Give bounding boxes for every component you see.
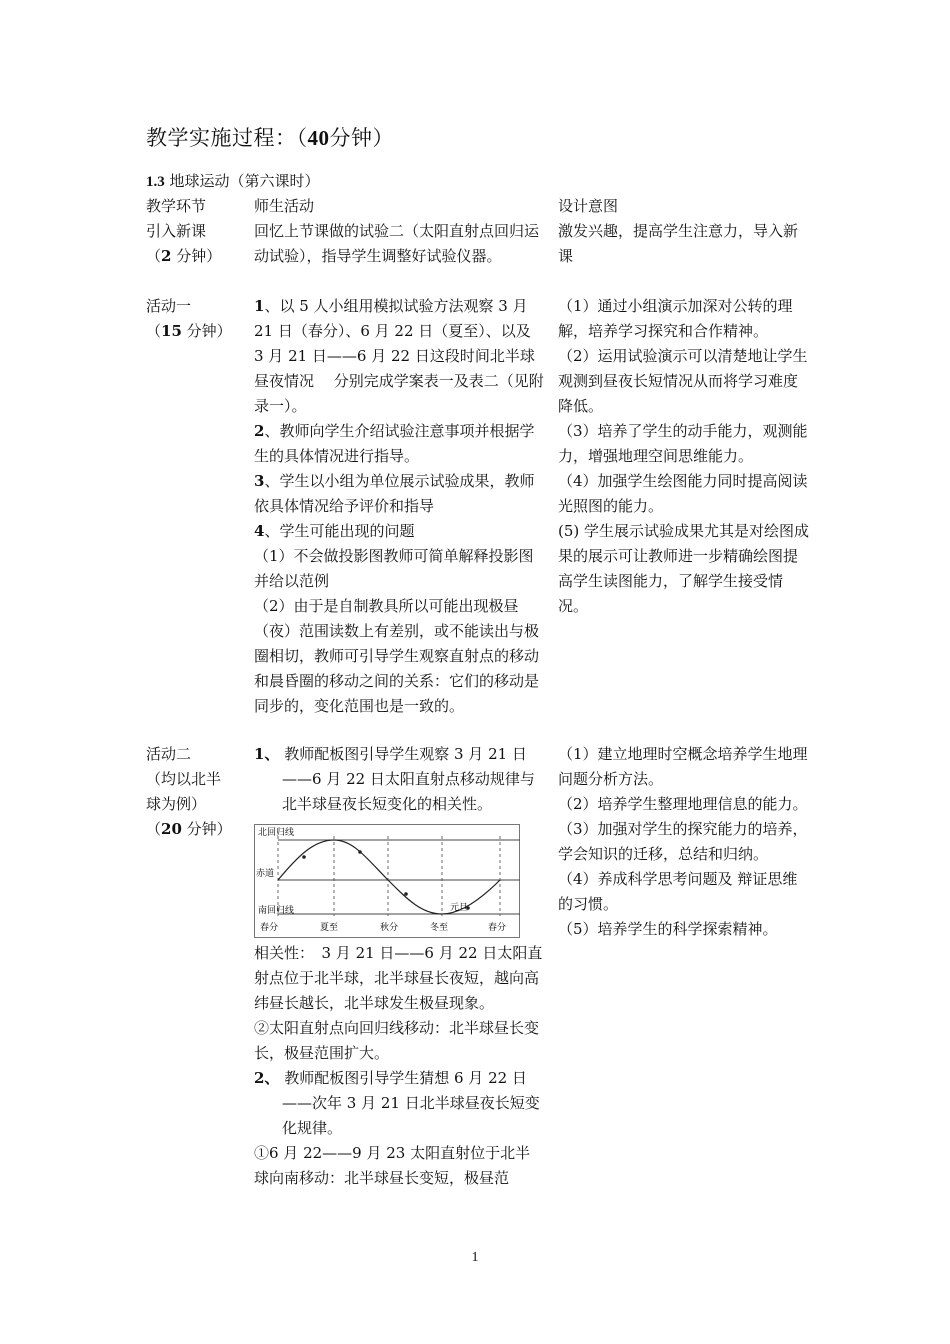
activity-item: 2、 教师配板图引导学生猜想 6 月 22 日——次年 3 月 21 日北半球昼夜长短变化规律。 <box>254 1069 540 1137</box>
row2-activity <box>254 294 544 719</box>
stage-time: （15 分钟） <box>146 322 232 340</box>
label-new-year: 元旦 <box>450 903 469 913</box>
label-summer-solstice: 夏至 <box>320 923 339 933</box>
activity-item: （2）由于是自制教具所以可能出现极昼（夜）范围读数上有差别，或不能读出与极圈相切，教师可引导学生观察直射点的移动和晨昏圈的移动之间的关系：它们的移动是同步的，变化范围也是一致的。 <box>254 597 540 715</box>
title-minutes: 40 <box>307 126 330 150</box>
intent-item: （4）加强学生绘图能力同时提高阅读光照图的能力。 <box>558 472 808 515</box>
intent-text: 激发兴趣，提高学生注意力，导入新课 <box>558 222 799 265</box>
stage-note: （均以北半 <box>146 770 222 788</box>
row3-intent <box>558 742 810 942</box>
stage-time: （2 分钟） <box>146 247 222 265</box>
row1-activity <box>254 219 544 269</box>
stage-time: （20 分钟） <box>146 820 232 838</box>
activity-item: 3、学生以小组为单位展示试验成果，教师依具体情况给予评价和指导 <box>254 472 535 515</box>
activity-item: 4、学生可能出现的问题 <box>254 522 415 540</box>
intent-item: （1）建立地理时空概念培养学生地理问题分析方法。 <box>558 745 808 788</box>
lesson-subtitle <box>146 170 320 191</box>
label-equator: 赤道 <box>256 869 275 879</box>
activity-item: 1、 教师配板图引导学生观察 3 月 21 日——6 月 22 日太阳直射点移动规律与北半球昼夜长短变化的相关性。 <box>254 745 535 813</box>
activity-item: 1、以 5 人小组用模拟试验方法观察 3 月 21 日（春分）、6 月 22 日（夏至）、以及 3 月 21 日——6 月 22 日这段时间北半球昼夜情况 分别完成学案表一及表二（见附录一）。 <box>254 297 544 415</box>
row3-activity <box>254 742 544 1191</box>
intent-item: （5）培养学生的科学探索精神。 <box>558 920 778 938</box>
label-autumn-equinox: 秋分 <box>380 923 399 933</box>
intent-item: （1）通过小组演示加深对公转的理解，培养学习探究和合作精神。 <box>558 297 793 340</box>
intent-item: (5) 学生展示试验成果尤其是对绘图成果的展示可让教师进一步精确绘图提高学生读图能力，了解学生接受情况。 <box>558 522 810 615</box>
label-spring-equinox-2: 春分 <box>488 923 507 933</box>
intent-item: （3）培养了学生的动手能力，观测能力，增强地理空间思维能力。 <box>558 422 808 465</box>
stage-note: 球为例） <box>146 795 207 813</box>
label-tropic-north: 北回归线 <box>258 828 295 838</box>
intent-item: （2）运用试验演示可以清楚地让学生观测到昼夜长短情况从而将学习难度降低。 <box>558 347 808 415</box>
title-prefix: 教学实施过程：（ <box>146 126 308 150</box>
activity-correlation: 相关性： 3 月 21 日——6 月 22 日太阳直射点位于北半球，北半球昼长夜短，越向高纬昼长越长，北半球发生极昼现象。 <box>254 944 543 1012</box>
label-spring-equinox: 春分 <box>260 923 279 933</box>
activity-item: ①6 月 22——9 月 23 太阳直射位于北半球向南移动：北半球昼长变短，极昼范 <box>254 1144 531 1187</box>
intent-item: （2）培养学生整理地理信息的能力。 <box>558 795 808 813</box>
subtitle-text: 地球运动（第六课时） <box>164 172 320 190</box>
stage-name: 活动一 <box>146 297 192 315</box>
row2-intent <box>558 294 810 619</box>
header-activity: 师生活动 <box>254 197 315 215</box>
label-tropic-south: 南回归线 <box>258 906 295 916</box>
activity-correlation-2: ②太阳直射点向回归线移动：北半球昼长变长，极昼范围扩大。 <box>254 1019 540 1062</box>
stage-name: 引入新课 <box>146 222 207 240</box>
page-number: 1 <box>471 1250 479 1265</box>
intent-item: （3）加强对学生的探究能力的培养，学会知识的迁移，总结和归纳。 <box>558 820 808 863</box>
label-winter-solstice: 冬至 <box>430 923 449 933</box>
title-suffix: 分钟） <box>329 126 394 150</box>
page-title <box>146 122 394 152</box>
activity-item: 2、教师向学生介绍试验注意事项并根据学生的具体情况进行指导。 <box>254 422 535 465</box>
subtitle-number: 1.3 <box>146 174 165 190</box>
row1-stage <box>146 219 250 269</box>
header-intent: 设计意图 <box>558 197 619 215</box>
stage-name: 活动二 <box>146 745 192 763</box>
row2-stage <box>146 294 250 344</box>
header-stage: 教学环节 <box>146 197 207 215</box>
row1-intent <box>558 219 810 269</box>
activity-text: 回忆上节课做的试验二（太阳直射点回归运动试验），指导学生调整好试验仪器。 <box>254 222 540 265</box>
row3-stage <box>146 742 250 842</box>
subsolar-point-diagram <box>254 824 520 938</box>
activity-item: （1）不会做投影图教师可简单解释投影图并给以范例 <box>254 547 534 590</box>
intent-item: （4）养成科学思考问题及 辩证思维的习惯。 <box>558 870 798 913</box>
